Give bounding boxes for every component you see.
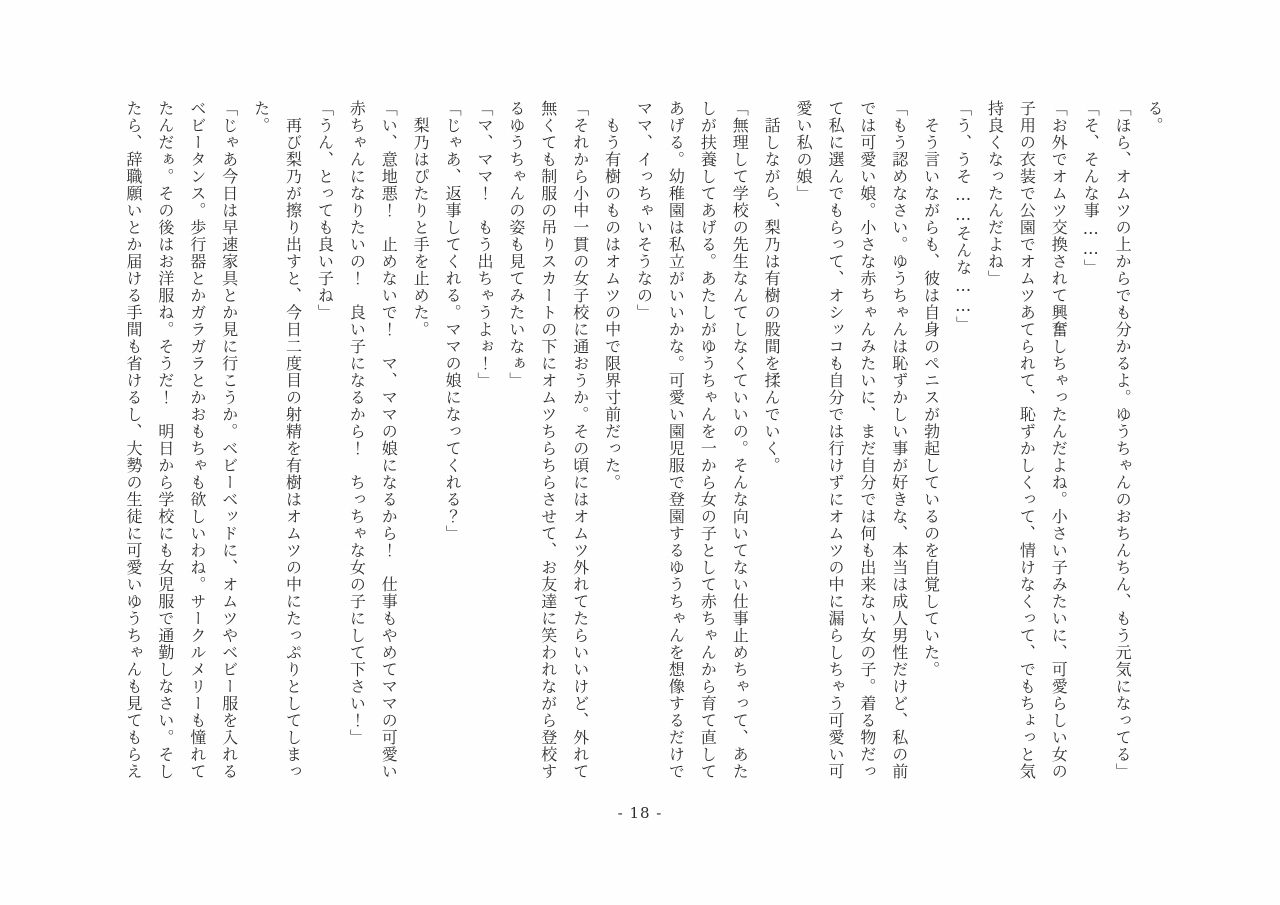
text-line: ベビータンス。歩行器とかガラガラとかおもちゃも欲しいわね。サークルメリーも憧れて bbox=[187, 100, 207, 780]
text-line: る。 bbox=[1145, 100, 1164, 134]
text-line: 愛い私の娘」 bbox=[794, 100, 814, 202]
text-body bbox=[117, 100, 1170, 788]
text-line: て私に選んでもらって、オシッコも自分では行けずにオムツの中に漏らしちゃう可愛い可 bbox=[825, 100, 845, 780]
text-line: 「い、意地悪！ 止めないで！ マ、ママの娘になるから！ 仕事もやめてママの可愛い bbox=[379, 100, 399, 780]
text-line: 子用の衣装で公園でオムツあてられて、恥ずかしくって、情けなくって、でもちょっと気 bbox=[1017, 100, 1037, 780]
text-line: 「マ、ママ！ もう出ちゃうよぉ！」 bbox=[474, 100, 494, 389]
text-line: では可愛い娘。小さな赤ちゃんみたいに、まだ自分では何も出来ない女の子。着る物だっ bbox=[857, 100, 877, 780]
text-line: たんだぁ。その後はお洋服ね。そうだ！ 明日から学校にも女児服で通勤しなさい。そし bbox=[155, 100, 175, 780]
text-line: 「じゃあ今日は早速家具とか見に行こうか。ベビーベッドに、オムツやベビー服を入れる bbox=[219, 100, 239, 780]
text-line: 「それから小中一貫の女子校に通おうか。その頃にはオムツ外れてたらいいけど、外れて bbox=[570, 100, 590, 780]
text-line: た。 bbox=[251, 100, 271, 134]
text-line: 「じゃあ、返事してくれる。ママの娘になってくれる？」 bbox=[443, 100, 463, 542]
text-line: るゆうちゃんの姿も見てみたいなぁ」 bbox=[506, 100, 526, 389]
text-line: 持良くなったんだよね」 bbox=[985, 100, 1005, 287]
text-line: そう言いながらも、彼は自身のペニスが勃起しているのを自覚していた。 bbox=[921, 117, 941, 678]
text-line: 「ほら、オムツの上からでも分かるよ。ゆうちゃんのおちんちん、もう元気になってる」 bbox=[1113, 100, 1133, 780]
text-line: 「うん、とっても良い子ね」 bbox=[315, 100, 335, 321]
text-line: 話しながら、梨乃は有樹の股間を揉んでいく。 bbox=[762, 117, 782, 474]
text-line: たら、辞職願いとか届ける手間も省けるし、大勢の生徒に可愛いゆうちゃんも見てもらえ bbox=[124, 100, 143, 780]
text-line: 赤ちゃんになりたいの！ 良い子になるから！ ちっちゃな女の子にして下さい！」 bbox=[347, 100, 367, 746]
text-line: 「そ、そんな事……」 bbox=[1081, 100, 1101, 276]
text-line: 「無理して学校の先生なんてしなくていいの。そんな向いてない仕事止めちゃって、あた bbox=[730, 100, 750, 780]
text-line: しが扶養してあげる。あたしがゆうちゃんを一から女の子として赤ちゃんから育て直して bbox=[698, 100, 718, 780]
text-line: 無くても制服の吊りスカートの下にオムツちらちらさせて、お友達に笑われながら登校す bbox=[538, 100, 558, 780]
page-number: - 18 - bbox=[617, 804, 663, 822]
text-line: 「お外でオムツ交換されて興奮しちゃったんだよね。小さい子みたいに、可愛らしい女の bbox=[1049, 100, 1069, 780]
text-line: ママ、イっちゃいそうなの」 bbox=[634, 100, 654, 321]
text-line: 「う、うそ……そんな……」 bbox=[953, 100, 973, 333]
text-line: 再び梨乃が擦り出すと、今日二度目の射精を有樹はオムツの中にたっぷりとしてしまっ bbox=[283, 117, 303, 780]
text-line: 梨乃はぴたりと手を止めた。 bbox=[411, 117, 431, 338]
text-line: 「もう認めなさい。ゆうちゃんは恥ずかしい事が好きな、本当は成人男性だけど、私の前 bbox=[889, 100, 909, 780]
text-line: もう有樹のものはオムツの中で限界寸前だった。 bbox=[602, 117, 622, 491]
text-line: あげる。幼稚園は私立がいいかな。可愛い園児服で登園するゆうちゃんを想像するだけで bbox=[666, 100, 686, 780]
